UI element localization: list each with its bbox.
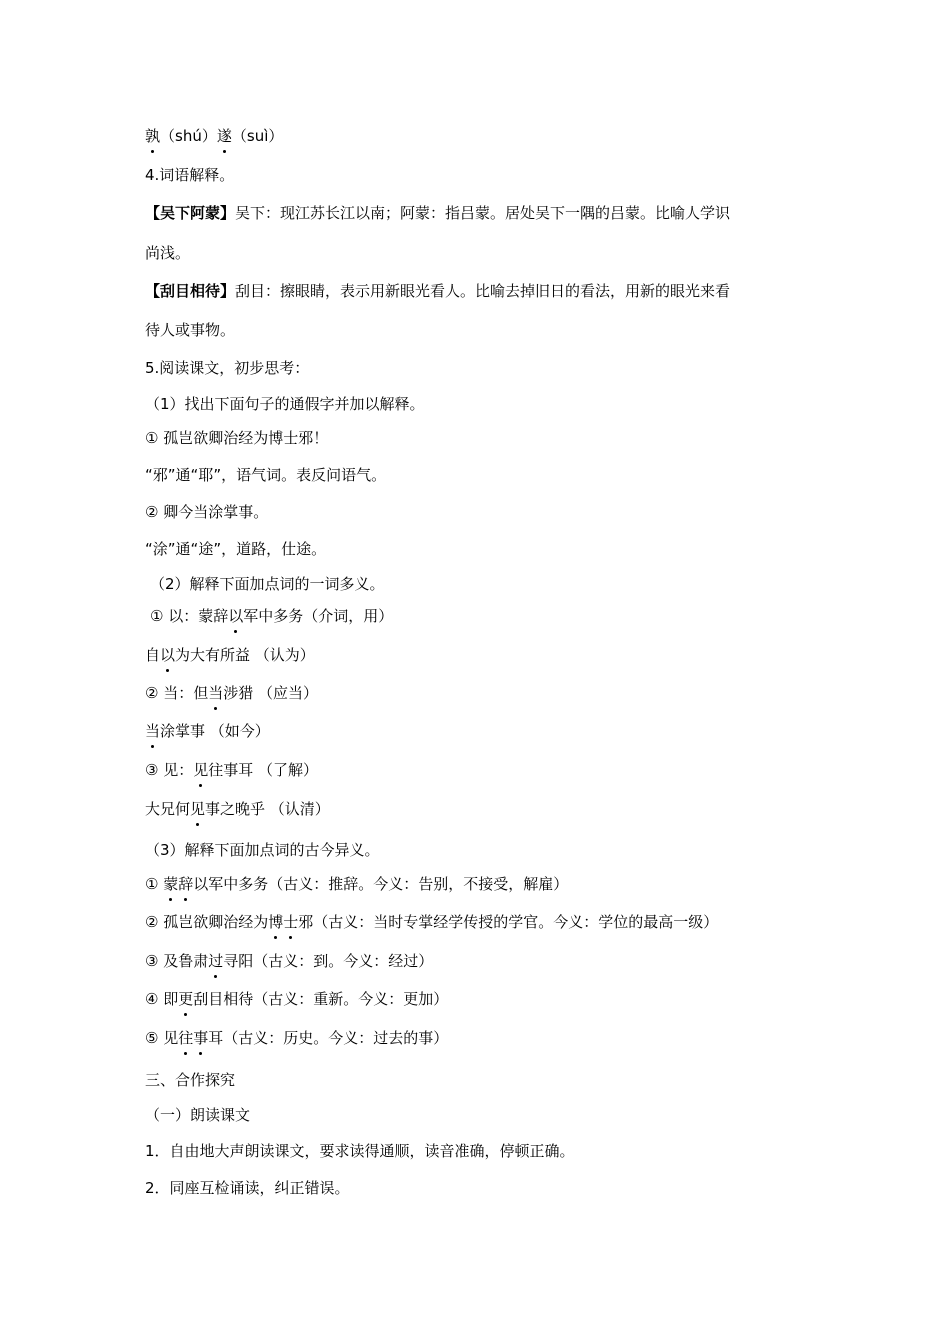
text-segment: ① 以：蒙辞 (150, 607, 229, 625)
emphasized-char: 以 (160, 646, 176, 664)
ancient-modern-line (145, 874, 568, 894)
emphasized-char: 见 (190, 800, 206, 818)
ancient-modern-line (145, 989, 448, 1009)
text-segment: 往事耳 （了解） (208, 761, 319, 779)
pronunciation-line (145, 126, 283, 146)
text-segment: ② 孤岂欲卿治经为 (145, 913, 269, 931)
sentence-item: ① 孤岂欲卿治经为博士邪！ (145, 429, 329, 447)
ancient-modern-line (145, 912, 718, 932)
term: 【吴下阿蒙】 (145, 204, 236, 222)
text-segment: ⑤ 见 (145, 1029, 179, 1047)
pinyin: （shú） (160, 127, 217, 145)
text-segment: 涂掌事 （如今） (160, 722, 270, 740)
definition-line (145, 203, 730, 223)
emphasized-char: 遂 (216, 127, 232, 145)
explanation-line: “邪”通“耶”，语气词。表反问语气。 (145, 466, 387, 484)
polysemy-line (145, 721, 270, 741)
text-segment: 涉猎 （应当） (223, 684, 319, 702)
task-item: 1．自由地大声朗读课文，要求读得通顺，读音准确，停顿正确。 (145, 1142, 575, 1160)
text-segment: 耳（古义：历史。今义：过去的事） (208, 1029, 449, 1047)
polysemy-line (145, 645, 315, 665)
pinyin: （suì） (231, 127, 284, 145)
text-segment: 以军中多务（古义：推辞。今义：告别，不接受，解雇） (193, 875, 569, 893)
text-segment: 邪（古义：当时专掌经学传授的学官。今义：学位的最高一级） (298, 913, 719, 931)
emphasized-char: 往 (178, 1029, 194, 1047)
definition-text: 刮目：擦眼睛，表示用新眼光看人。比喻去掉旧日的看法，用新的眼光来看 (235, 282, 731, 300)
definition-continuation: 待人或事物。 (145, 321, 236, 339)
emphasized-char: 士 (283, 913, 299, 931)
task-item: 2．同座互检诵读，纠正错误。 (145, 1179, 350, 1197)
definition-text: 吴下：现江苏长江以南；阿蒙：指吕蒙。居处吴下一隅的吕蒙。比喻人学识 (235, 204, 731, 222)
emphasized-char: 当 (145, 722, 161, 740)
sentence-item: ② 卿今当涂掌事。 (145, 503, 269, 521)
explanation-line: “涂”通“途”，道路，仕途。 (145, 540, 327, 558)
emphasized-char: 当 (208, 684, 224, 702)
polysemy-line (145, 760, 318, 780)
emphasized-char: 见 (193, 761, 209, 779)
subsection-heading: （2）解释下面加点词的一词多义。 (150, 575, 385, 593)
ancient-modern-line (145, 1028, 448, 1048)
text-segment: ③ 见： (145, 761, 194, 779)
section-heading: 三、合作探究 (145, 1071, 236, 1089)
polysemy-line (150, 606, 393, 626)
text-segment: ① (145, 875, 164, 893)
polysemy-line (145, 799, 330, 819)
text-segment: ② 当：但 (145, 684, 209, 702)
subsection-heading: （3）解释下面加点词的古今异义。 (145, 841, 380, 859)
definition-line (145, 281, 730, 301)
definition-continuation: 尚浅。 (145, 244, 191, 262)
emphasized-char: 蒙 (163, 875, 179, 893)
text-segment: ④ 即 (145, 990, 179, 1008)
emphasized-char: 以 (228, 607, 244, 625)
emphasized-char: 博 (268, 913, 284, 931)
subsection-heading: （一）朗读课文 (145, 1106, 251, 1124)
subsection-heading: （1）找出下面句子的通假字并加以解释。 (145, 395, 425, 413)
section-heading: 5.阅读课文，初步思考： (145, 359, 310, 377)
term: 【刮目相待】 (145, 282, 236, 300)
emphasized-char: 更 (178, 990, 194, 1008)
text-segment: 自 (145, 646, 161, 664)
text-segment: 寻阳（古义：到。今义：经过） (223, 952, 434, 970)
text-segment: 刮目相待（古义：重新。今义：更加） (193, 990, 449, 1008)
section-heading: 4.词语解释。 (145, 166, 235, 184)
polysemy-line (145, 683, 318, 703)
text-segment: ③ 及鲁肃 (145, 952, 209, 970)
text-segment: 为大有所益 （认为） (175, 646, 315, 664)
emphasized-char: 事 (193, 1029, 209, 1047)
text-segment: 大兄何 (145, 800, 191, 818)
text-segment: 军中多务（介词，用） (243, 607, 394, 625)
text-segment: 事之晚乎 （认清） (205, 800, 330, 818)
ancient-modern-line (145, 951, 433, 971)
emphasized-char: 辞 (178, 875, 194, 893)
emphasized-char: 过 (208, 952, 224, 970)
emphasized-char: 孰 (145, 127, 161, 145)
